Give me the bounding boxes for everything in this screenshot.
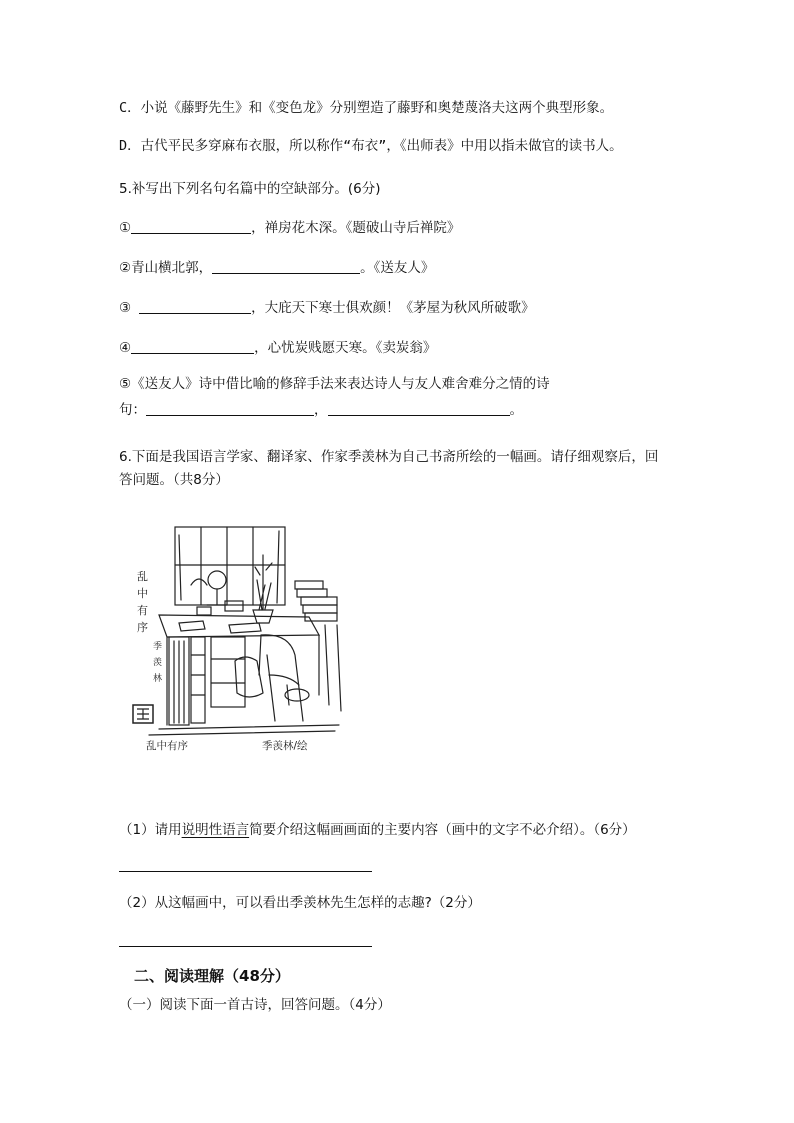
option-c: C．小说《藤野先生》和《变色龙》分别塑造了藤野和奥楚蔑洛夫这两个典型形象。 bbox=[119, 100, 614, 116]
inscription-char: 乱 bbox=[137, 570, 148, 583]
q5-item-text: 句： bbox=[119, 402, 146, 418]
answer-blank[interactable] bbox=[131, 339, 254, 354]
q5-item-text: 。《送友人》 bbox=[360, 260, 435, 276]
q5-item-5-answer bbox=[119, 400, 523, 420]
q5-item-2 bbox=[119, 258, 434, 278]
q5-item-1 bbox=[119, 218, 460, 238]
painting-caption-left: 乱中有序 bbox=[146, 740, 188, 752]
q5-title: 5.补写出下列名句名篇中的空缺部分。(6分) bbox=[119, 181, 381, 197]
q5-item-text: 。 bbox=[509, 402, 523, 418]
q6-sub1-prefix: （1）请用 bbox=[119, 822, 182, 838]
inscription-char: 有 bbox=[137, 604, 148, 617]
q5-item-text: ， bbox=[314, 402, 328, 418]
option-d: D．古代平民多穿麻布衣服，所以称作“布衣”，《出师表》中用以指未做官的读书人。 bbox=[119, 138, 623, 154]
inscription-char: 林 bbox=[153, 674, 163, 684]
answer-blank[interactable] bbox=[212, 259, 360, 274]
section-2-title: 二、阅读理解（48分） bbox=[134, 967, 290, 985]
answer-blank[interactable] bbox=[146, 401, 314, 416]
answer-blank[interactable] bbox=[139, 299, 251, 314]
q5-item-3 bbox=[119, 298, 535, 318]
inscription-char: 中 bbox=[137, 587, 148, 600]
q5-item-num: ① bbox=[119, 220, 132, 236]
section-2-part-1: （一）阅读下面一首古诗，回答问题。（4分） bbox=[119, 997, 391, 1013]
q5-item-num: ② bbox=[119, 260, 132, 276]
q5-item-num: ④ bbox=[119, 340, 132, 356]
q5-item-num: ③ bbox=[119, 300, 132, 316]
q6-sub1-underlined: 说明性语言 bbox=[181, 822, 250, 838]
answer-blank[interactable] bbox=[131, 219, 251, 234]
q5-item-text: 青山横北郭， bbox=[131, 260, 213, 276]
answer-blank[interactable] bbox=[328, 401, 510, 416]
inscription-char: 序 bbox=[137, 621, 148, 634]
q6-sub-1 bbox=[119, 820, 636, 840]
painting-caption-right: 季羡林/绘 bbox=[262, 740, 308, 752]
inscription-char: 季 bbox=[153, 642, 163, 652]
q5-item-4 bbox=[119, 338, 436, 358]
q6-sub1-suffix: 简要介绍这幅画画面的主要内容（画中的文字不必介绍）。（6分） bbox=[249, 822, 636, 838]
study-sketch-image bbox=[119, 525, 347, 755]
answer-line[interactable] bbox=[119, 871, 372, 872]
q5-item-text: ，大庇天下寒士俱欢颜！《茅屋为秋风所破歌》 bbox=[251, 300, 535, 316]
q6-line-1: 6.下面是我国语言学家、翻译家、作家季羡林为自己书斋所绘的一幅画。请仔细观察后，回 bbox=[119, 449, 659, 465]
q6-line-2: 答问题。（共8分） bbox=[119, 472, 229, 488]
q5-item-text: ，禅房花木深。《题破山寺后禅院》 bbox=[251, 220, 461, 236]
q5-item-text: ，心忧炭贱愿天寒。《卖炭翁》 bbox=[254, 340, 437, 356]
inscription-char: 羡 bbox=[153, 658, 163, 668]
answer-line[interactable] bbox=[119, 946, 372, 947]
q6-sub-2: （2）从这幅画中，可以看出季羡林先生怎样的志趣?（2分） bbox=[119, 895, 481, 911]
q5-item-5: ⑤《送友人》诗中借比喻的修辞手法来表达诗人与友人难舍难分之情的诗 bbox=[119, 376, 550, 392]
